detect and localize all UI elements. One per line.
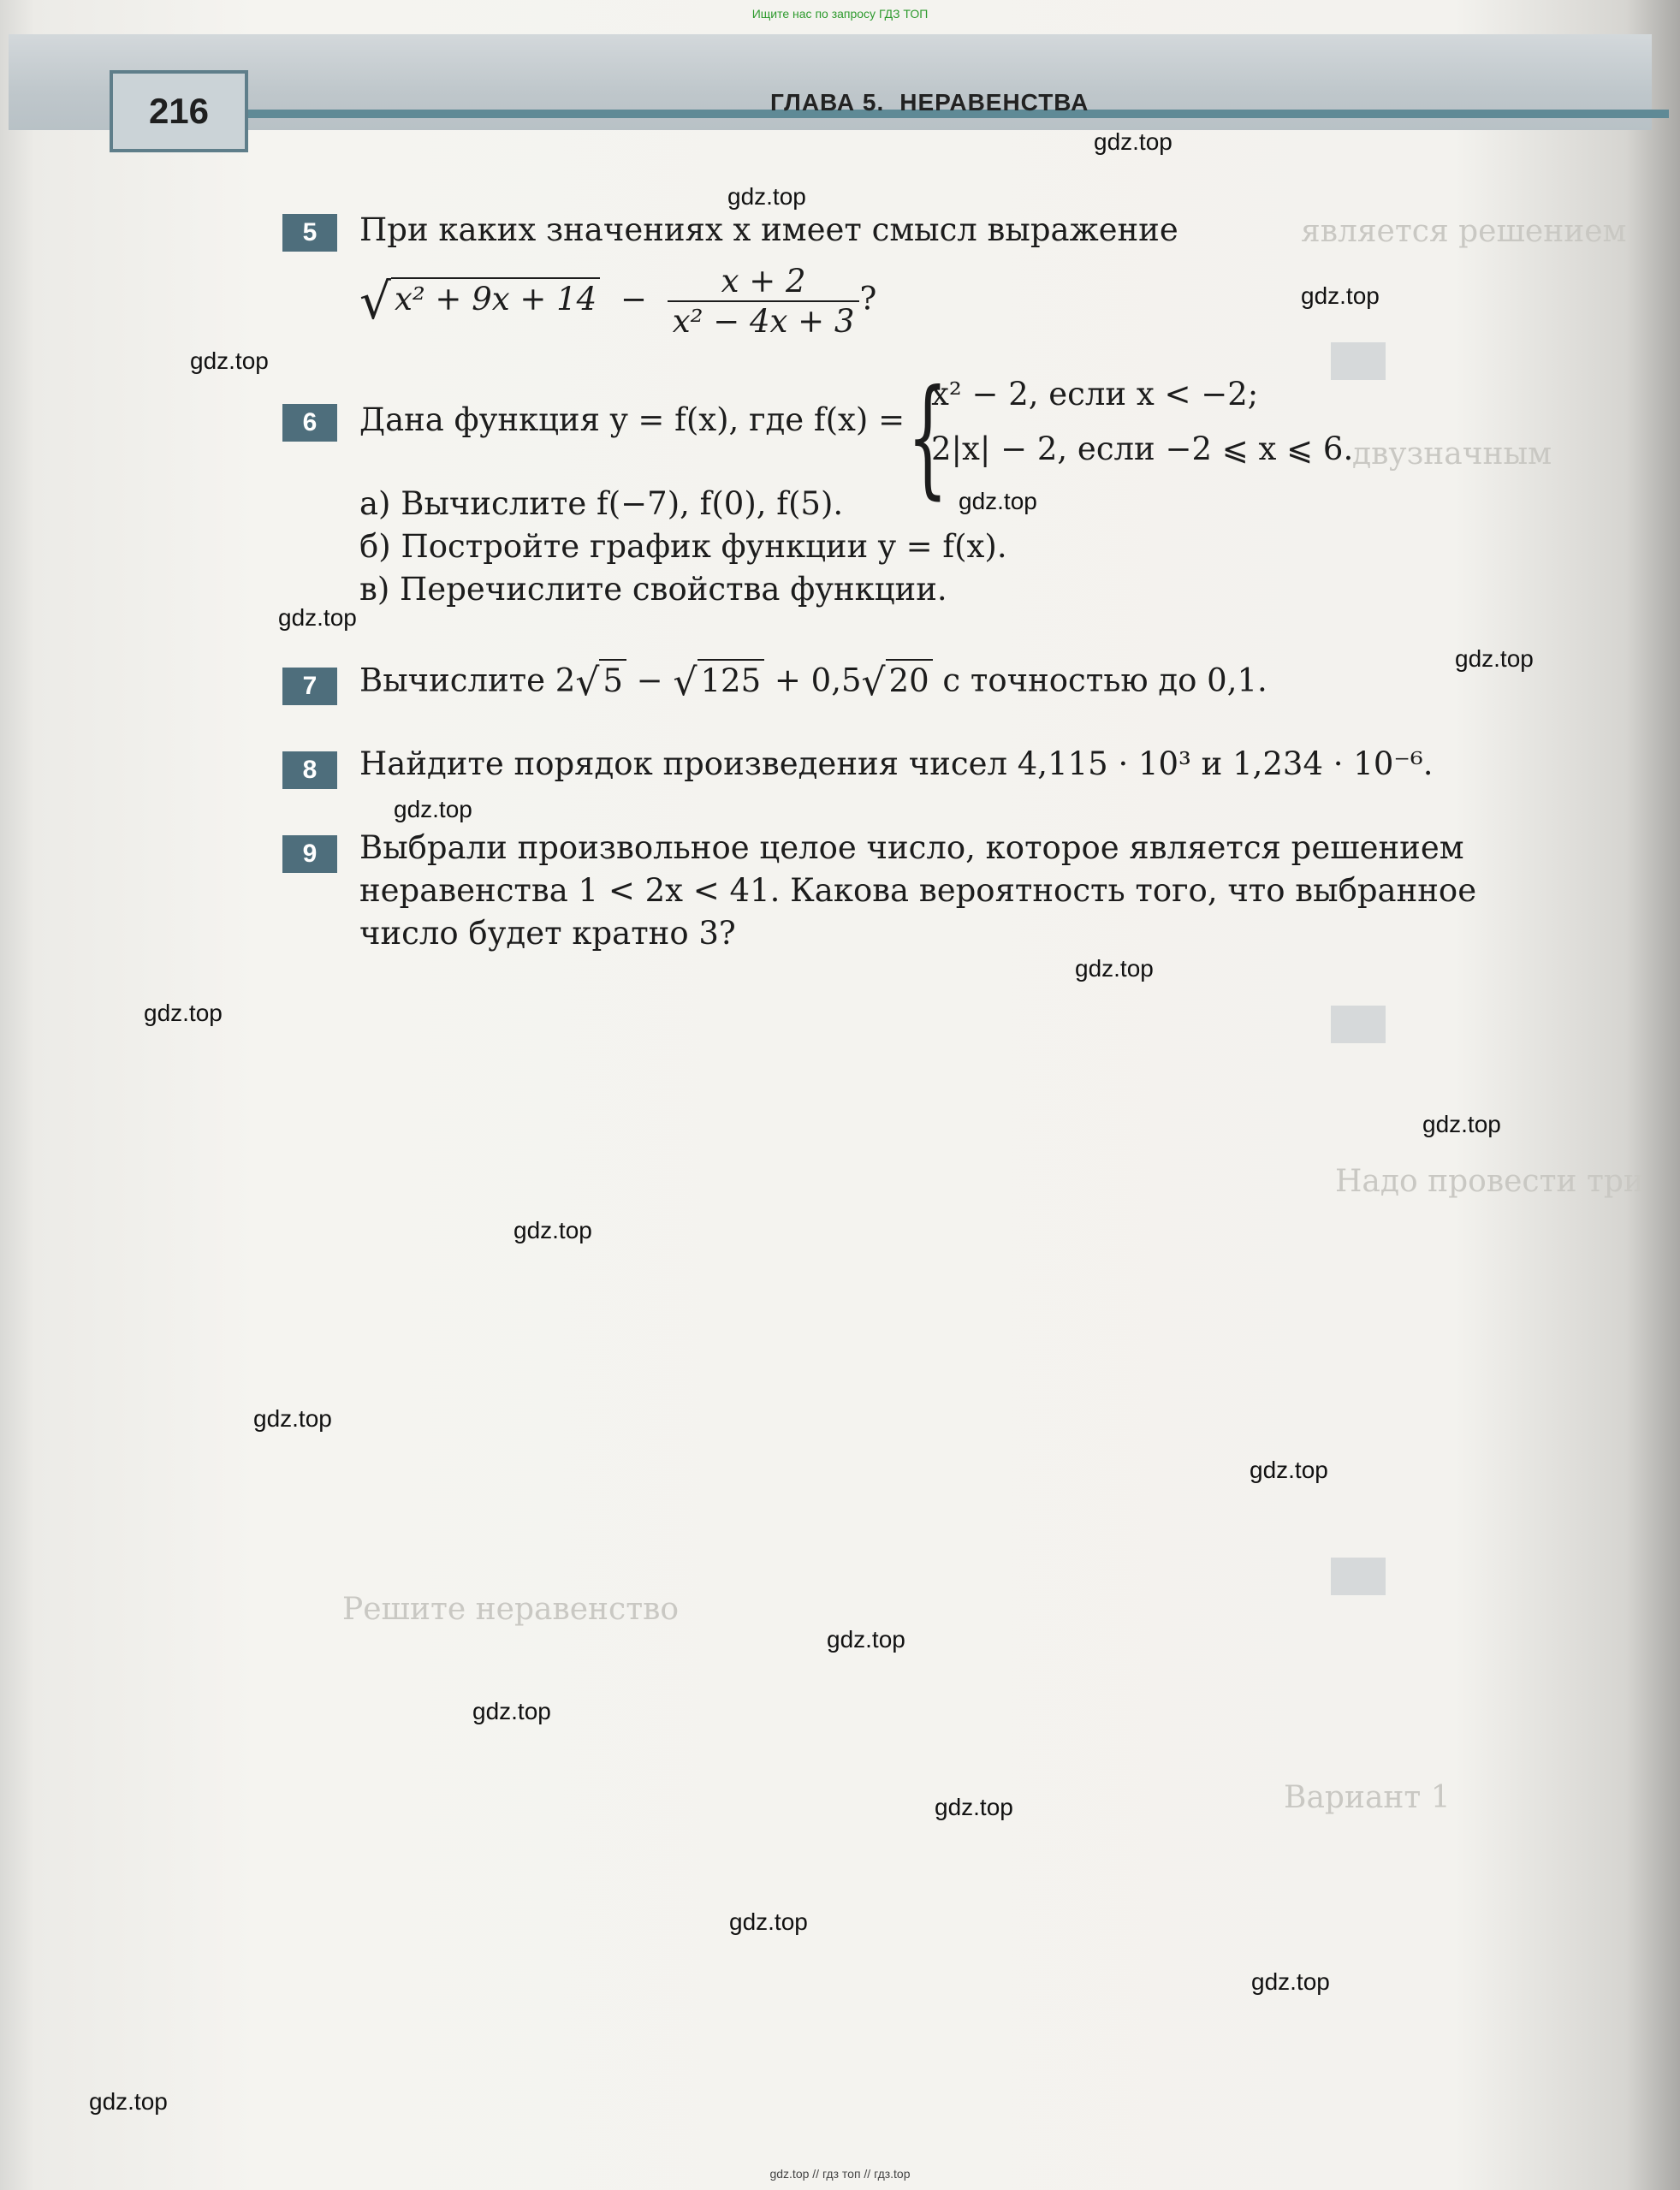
watermark: gdz.top (1250, 1457, 1328, 1483)
task-5-text: При каких значениях x имеет смысл выражение (359, 211, 1178, 248)
task-5-minus: − (620, 280, 647, 318)
chapter-label: ГЛАВА 5. (770, 89, 885, 116)
task-7-pre: Вычислите 2 (359, 662, 576, 699)
task-6-case-1: x² − 2, если x < −2; (931, 376, 1259, 412)
task-5-question: ? (859, 280, 877, 318)
page-number: 216 (110, 70, 248, 152)
watermark: gdz.top (89, 2088, 168, 2115)
watermark: gdz.top (729, 1908, 808, 1935)
task-9-line-3: число будет кратно 3? (359, 915, 736, 952)
show-through-box (1331, 1006, 1386, 1043)
show-through-box (1331, 1558, 1386, 1595)
task-6-part-c: в) Перечислите свойства функции. (359, 571, 947, 608)
watermark: gdz.top (1094, 128, 1172, 155)
watermark: gdz.top (253, 1405, 332, 1432)
task-7-mid-1: − (626, 662, 674, 699)
watermark: gdz.top (1301, 282, 1380, 309)
watermark: gdz.top (727, 183, 806, 210)
chapter-heading (770, 89, 1089, 116)
bottom-note: gdz.top // гдз топ // гдз.top (769, 2167, 911, 2181)
show-through-text: Решите неравенство (342, 1592, 680, 1627)
sqrt-symbol: √ (359, 272, 391, 330)
task-5-radicand: x² + 9x + 14 (391, 277, 600, 318)
task-7-radicand-2: 125 (698, 659, 765, 699)
watermark: gdz.top (513, 1217, 592, 1243)
watermark: gdz.top (827, 1626, 905, 1653)
task-number-5: 5 (282, 214, 337, 252)
watermark: gdz.top (1075, 955, 1154, 982)
task-7-post: с точностью до 0,1. (932, 662, 1267, 699)
show-through-text: Вариант 1 (1284, 1780, 1451, 1815)
task-5-frac-denominator: x² − 4x + 3 (672, 303, 855, 340)
watermark: gdz.top (144, 1000, 223, 1026)
task-7-text (359, 661, 1267, 704)
task-9-line-2: неравенства 1 < 2x < 41. Какова вероятность того, что выбранное (359, 872, 1477, 909)
chapter-title: НЕРАВЕНСТВА (899, 89, 1089, 116)
watermark: gdz.top (190, 347, 269, 374)
sqrt-symbol: √ (673, 661, 698, 704)
task-5-fraction (668, 263, 860, 340)
watermark: gdz.top (935, 1794, 1013, 1820)
watermark: gdz.top (394, 796, 472, 822)
watermark: gdz.top (959, 488, 1037, 514)
task-9-line-1: Выбрали произвольное целое число, которое является решением (359, 829, 1464, 866)
task-7-radicand-3: 20 (886, 659, 933, 699)
task-6-text: Дана функция y = f(x), где f(x) = (359, 401, 905, 438)
show-through-box (1331, 342, 1386, 380)
task-number-7: 7 (282, 668, 337, 705)
task-6-part-b: б) Постройте график функции y = f(x). (359, 528, 1007, 565)
task-5-expression (359, 263, 877, 340)
sqrt-symbol: √ (575, 661, 600, 704)
top-note: Ищите нас по запросу ГДЗ ТОП (751, 7, 929, 21)
task-7-radicand-1: 5 (599, 659, 626, 699)
show-through-text: Надо провести три (1335, 1164, 1644, 1199)
show-through-text: является решением (1301, 214, 1627, 249)
task-number-9: 9 (282, 835, 337, 873)
watermark: gdz.top (1251, 1968, 1330, 1995)
watermark: gdz.top (1422, 1111, 1501, 1137)
task-5-frac-numerator: x + 2 (668, 265, 860, 302)
piecewise-brace: { (907, 363, 948, 512)
task-number-6: 6 (282, 404, 337, 442)
task-7-mid-2: + 0,5 (764, 662, 862, 699)
task-number-8: 8 (282, 751, 337, 789)
watermark: gdz.top (1455, 645, 1534, 672)
task-8-text: Найдите порядок произведения чисел 4,115 · 10³ и 1,234 · 10⁻⁶. (359, 745, 1434, 782)
show-through-text: двузначным (1352, 436, 1552, 472)
task-6-case-2: 2|x| − 2, если −2 ⩽ x ⩽ 6. (931, 430, 1354, 467)
task-6-part-a: а) Вычислите f(−7), f(0), f(5). (359, 485, 844, 522)
watermark: gdz.top (472, 1698, 551, 1724)
sqrt-symbol: √ (861, 661, 886, 704)
watermark: gdz.top (278, 604, 357, 631)
